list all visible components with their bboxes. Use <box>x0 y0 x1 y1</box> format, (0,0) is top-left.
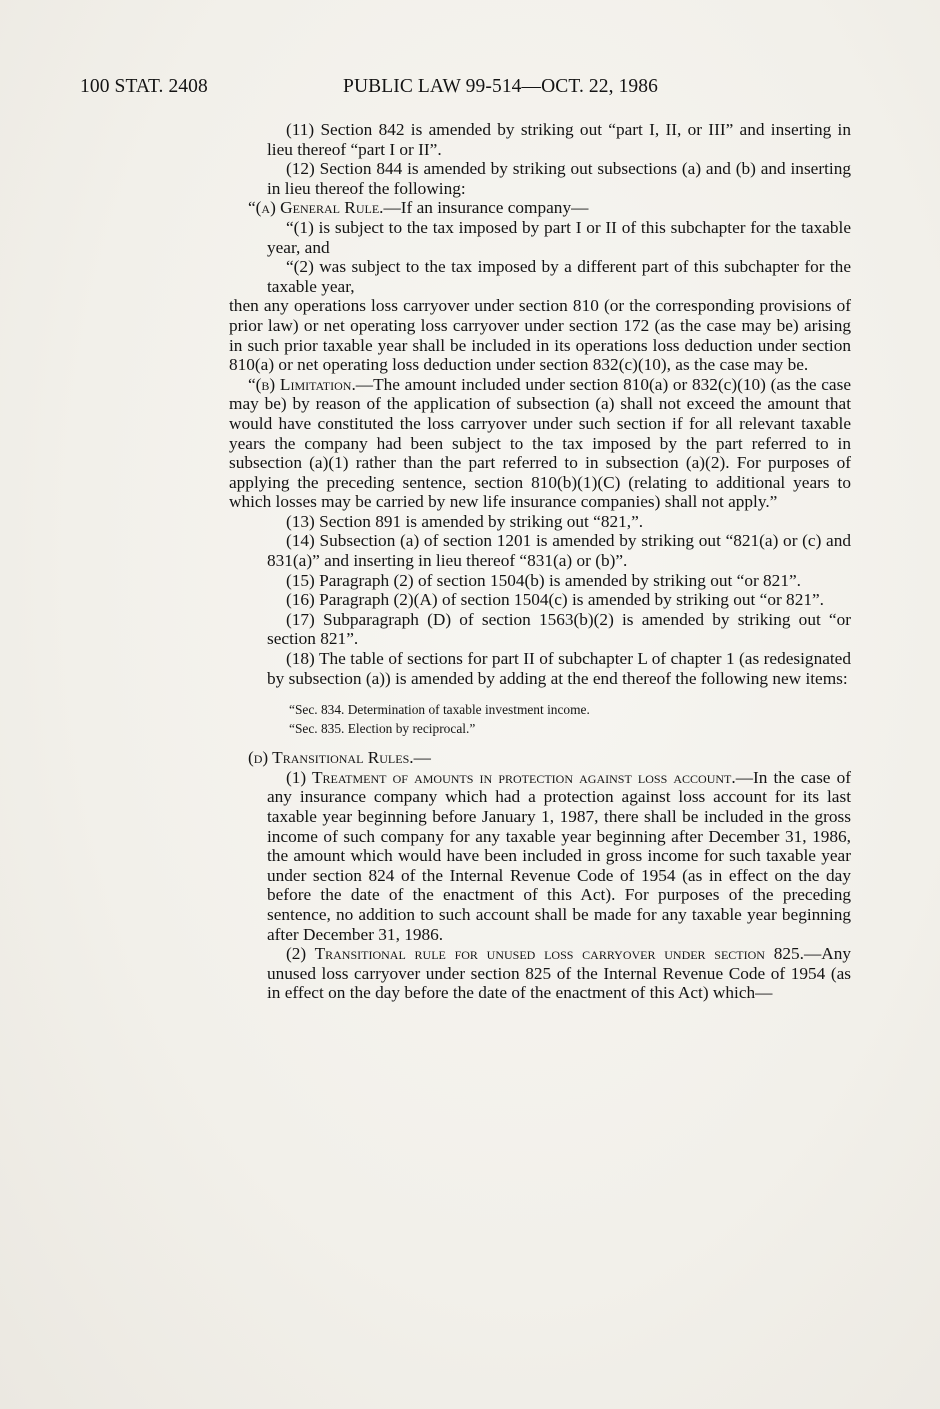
subsection-b-text: —The amount included under section 810(a) or 832(c)(10) (as the case may be) by reason of the application of subsection (a) shall not exceed the amount that would have constituted the loss carryover under such section if for all relevant taxable years the company had been subject to the tax imposed by the part referred to in subsection (a)(1) rather than the part referred to in subsection (a)(2). For purposes of applying the preceding sentence, section 810(b)(1)(C) (relating to additional years to which losses may be carried by new life insurance companies) shall not apply.” <box>229 374 851 512</box>
law-title: PUBLIC LAW 99-514—OCT. 22, 1986 <box>343 76 658 97</box>
paragraph-d2-text: —Any unused loss carryover under section 825 of the Internal Revenue Code of 1954 (as in effect on the day before the date of the enactment of this Act) which— <box>267 944 851 1003</box>
paragraph-16: (16) Paragraph (2)(A) of section 1504(c) is amended by striking out “or 821”. <box>286 590 824 610</box>
paragraph-12: (12) Section 844 is amended by striking out subsections (a) and (b) and inserting in lieu thereof the following: <box>267 159 851 198</box>
paragraph-d2 <box>229 944 851 1003</box>
subsection-b <box>229 375 851 512</box>
paragraph-d1-text: —In the case of any insurance company which had a protection against loss account for its last taxable year beginning before January 1, 1987, there shall be included in the gross income of such company for any taxable year beginning after December 31, 1986, the amount which would have been included in gross income for such taxable year under section 824 of the Internal Revenue Code of 1954 (as in effect on the day before the date of the enactment of this Act). For purposes of the preceding sentence, no addition to such account shall be made for any taxable year beginning after December 31, 1986. <box>267 767 851 944</box>
paragraph-17: (17) Subparagraph (D) of section 1563(b)(2) is amended by striking out “or section 821”. <box>267 609 851 649</box>
page-reference: 100 STAT. 2408 <box>80 76 208 97</box>
table-item-835: “Sec. 835. Election by reciprocal.” <box>289 721 476 737</box>
paragraph-18: (18) The table of sections for part II of subchapter L of chapter 1 (as redesignated by subsection (a)) is amended by adding at the end thereof the following new items: <box>267 649 851 688</box>
document-body <box>229 120 851 1003</box>
paragraph-d2-heading: (2) Transitional rule for unused loss carryover under section 825. <box>286 944 804 964</box>
subsection-a <box>229 198 851 218</box>
paragraph-d1-heading: (1) Treatment of amounts in protection against loss account. <box>286 767 736 787</box>
paragraph-15: (15) Paragraph (2) of section 1504(b) is amended by striking out “or 821”. <box>286 570 801 590</box>
subsection-a-text: —If an insurance company— <box>383 198 589 218</box>
paragraph-11: (11) Section 842 is amended by striking out “part I, II, or III” and inserting in lieu thereof “part I or II”. <box>267 120 851 159</box>
subsection-d <box>229 748 851 768</box>
paragraph-a2: “(2) was subject to the tax imposed by a different part of this subchapter for the taxable year, <box>267 257 851 296</box>
page-header <box>80 76 840 100</box>
subsection-d-text: — <box>413 748 431 768</box>
table-item-834: “Sec. 834. Determination of taxable investment income. <box>289 702 590 718</box>
paragraph-13: (13) Section 891 is amended by striking out “821,”. <box>286 511 644 531</box>
paragraph-14: (14) Subsection (a) of section 1201 is amended by striking out “821(a) or (c) and 831(a)” and inserting in lieu thereof “831(a) or (b)”. <box>267 531 851 571</box>
subsection-b-heading: “(b) Limitation. <box>248 374 356 394</box>
paragraph-d1 <box>229 768 851 944</box>
paragraph-a1: “(1) is subject to the tax imposed by part I or II of this subchapter for the taxable year, and <box>267 217 851 257</box>
subsection-d-heading: (d) Transitional Rules. <box>248 748 414 768</box>
paragraph-then: then any operations loss carryover under section 810 (or the corresponding provisions of prior law) or net operating loss carryover under section 172 (as the case may be) arising in such prior taxable year shall be included in its operations loss deduction under section 810(a) or net operating loss deduction under section 832(c)(10), as the case may be. <box>229 296 851 375</box>
table-of-sections <box>289 700 851 738</box>
subsection-a-heading: “(a) General Rule. <box>248 198 384 218</box>
